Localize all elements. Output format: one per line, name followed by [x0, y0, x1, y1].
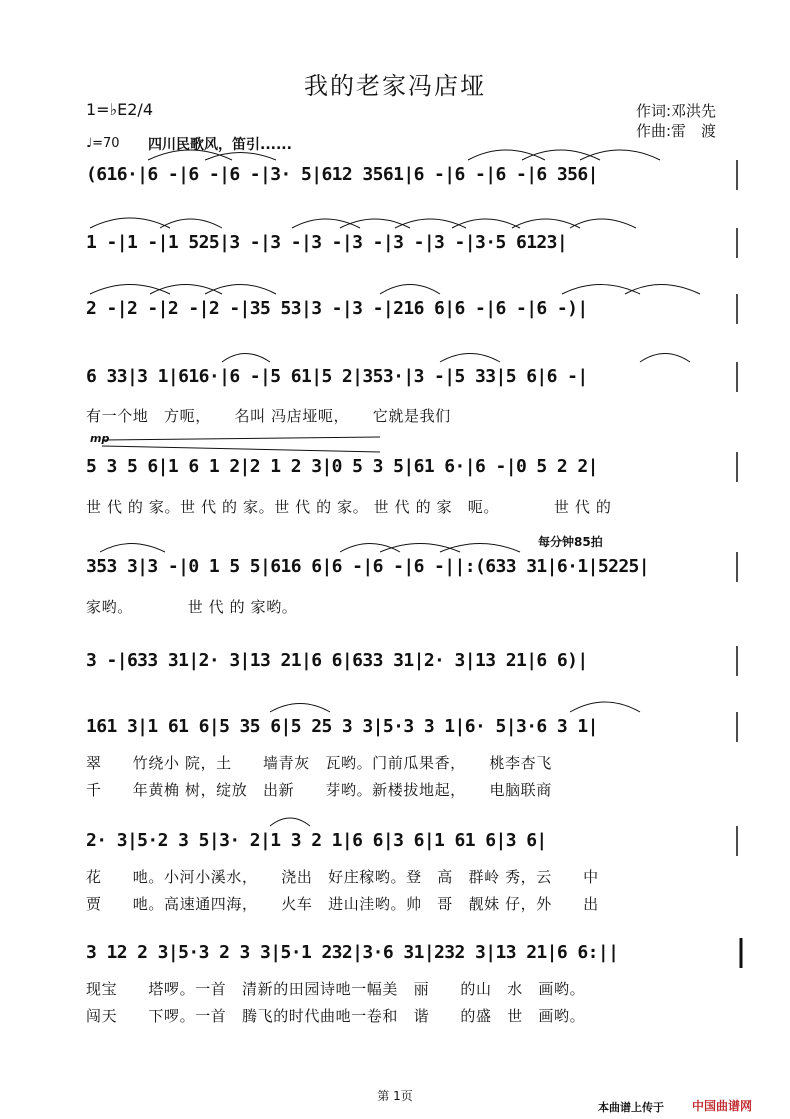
lyric-row-9-verse-2: 贾 吔。高速通四海， 火车 进山洼哟。帅 哥 靓妹 仔，外 出: [86, 895, 599, 913]
lyric-row-8-verse-2: 千 年黄桷 树，绽放 出新 芽哟。新楼拔地起， 电脑联商: [86, 781, 552, 799]
tie-mark: [222, 354, 270, 363]
tie-mark: [512, 219, 580, 228]
notation-row-3: 2 -|2 -|2 -|2 -|35 53|3 -|3 -|216 6|6 -|6 -|6 -)|: [86, 298, 588, 319]
notation-row-7: 3 -|633 31|2· 3|13 21|6 6|633 31|2· 3|13 21|6 6)|: [86, 650, 588, 671]
notation-row-10: 3 12 2 3|5·3 2 3 3|5·1 232|3·6 31|232 3|13 21|6 6:||: [86, 942, 619, 963]
notation-row-1: (616·|6 -|6 -|6 -|3· 5|612 3561|6 -|6 -|6 -|6 356|: [86, 164, 598, 185]
tempo-marking: ♩=70: [86, 136, 120, 151]
lyricist-credit: 作词:邓洪先: [636, 102, 717, 120]
lyric-row-4: 有一个地 方呃， 名叫 冯店垭呃， 它就是我们: [86, 407, 451, 425]
tie-mark: [205, 285, 276, 295]
style-note: 四川民歌风，笛引......: [148, 137, 292, 153]
tie-mark: [90, 285, 170, 295]
tie-mark: [440, 354, 500, 363]
notation-row-5: 5 3 5 6|1 6 1 2|2 1 2 3|0 5 3 5|61 6·|6 -|0 5 2 2|: [86, 456, 598, 477]
tie-mark: [440, 544, 520, 553]
lyric-row-6: 家哟。 世 代 的 家哟。: [86, 598, 298, 616]
tie-mark: [340, 219, 410, 228]
lyric-row-10-verse-2: 闯天 下啰。一首 腾飞的时代曲吔一卷和 谐 的盛 世 画哟。: [86, 1007, 586, 1025]
source-note: 本曲谱上传于: [598, 1101, 664, 1114]
tie-mark: [160, 219, 222, 228]
page-number: 第 1页: [377, 1089, 413, 1103]
tie-mark: [380, 544, 460, 553]
key-signature: 1=♭E2/4: [86, 100, 153, 119]
tie-mark: [522, 150, 600, 160]
crescendo-line: [102, 437, 380, 440]
tie-mark: [150, 285, 222, 295]
crescendo-line: [102, 446, 380, 452]
site-logo: 中国曲谱网: [692, 1099, 753, 1113]
tie-mark: [570, 219, 636, 228]
dynamics-mark: mp: [90, 432, 110, 445]
notation-row-2: 1 -|1 -|1 525|3 -|3 -|3 -|3 -|3 -|3 -|3·5 6123|: [86, 232, 568, 253]
page-title: 我的老家冯店垭: [304, 72, 486, 100]
tie-mark: [100, 544, 165, 553]
tie-mark: [270, 818, 310, 826]
tie-mark: [570, 702, 640, 712]
tie-mark: [580, 150, 660, 160]
composer-credit: 作曲:雷 渡: [636, 122, 717, 140]
lyric-row-9-verse-1: 花 吔。小河小溪水， 浇出 好庄稼哟。登 高 群岭 秀，云 中: [86, 868, 599, 886]
tie-mark: [270, 704, 330, 713]
lyric-row-8-verse-1: 翠 竹绕小 院，土 墙青灰 瓦哟。门前瓜果香， 桃李杏飞: [86, 754, 552, 772]
tie-mark: [380, 285, 440, 295]
notation-row-4: 6 33|3 1|616·|6 -|5 61|5 2|353·|3 -|5 33|5 6|6 -|: [86, 366, 588, 387]
tie-mark: [640, 354, 690, 363]
notation-row-6: 353 3|3 -|0 1 5 5|616 6|6 -|6 -|6 -||:(633 31|6·1|5225|: [86, 556, 650, 577]
lyric-row-5: 世 代 的 家。世 代 的 家。世 代 的 家。 世 代 的 家 呃。 世 代 的: [86, 498, 612, 516]
lyric-row-10-verse-1: 现宝 塔啰。一首 清新的田园诗吔一幅美 丽 的山 水 画哟。: [86, 980, 586, 998]
tempo-change-note: 每分钟85拍: [538, 535, 603, 549]
tie-mark: [90, 218, 170, 228]
notation-row-9: 2· 3|5·2 3 5|3· 2|1 3 2 1|6 6|3 6|1 61 6|3 6|: [86, 830, 547, 851]
notation-row-8: 161 3|1 61 6|5 35 6|5 25 3 3|5·3 3 1|6· 5|3·6 3 1|: [86, 716, 598, 737]
